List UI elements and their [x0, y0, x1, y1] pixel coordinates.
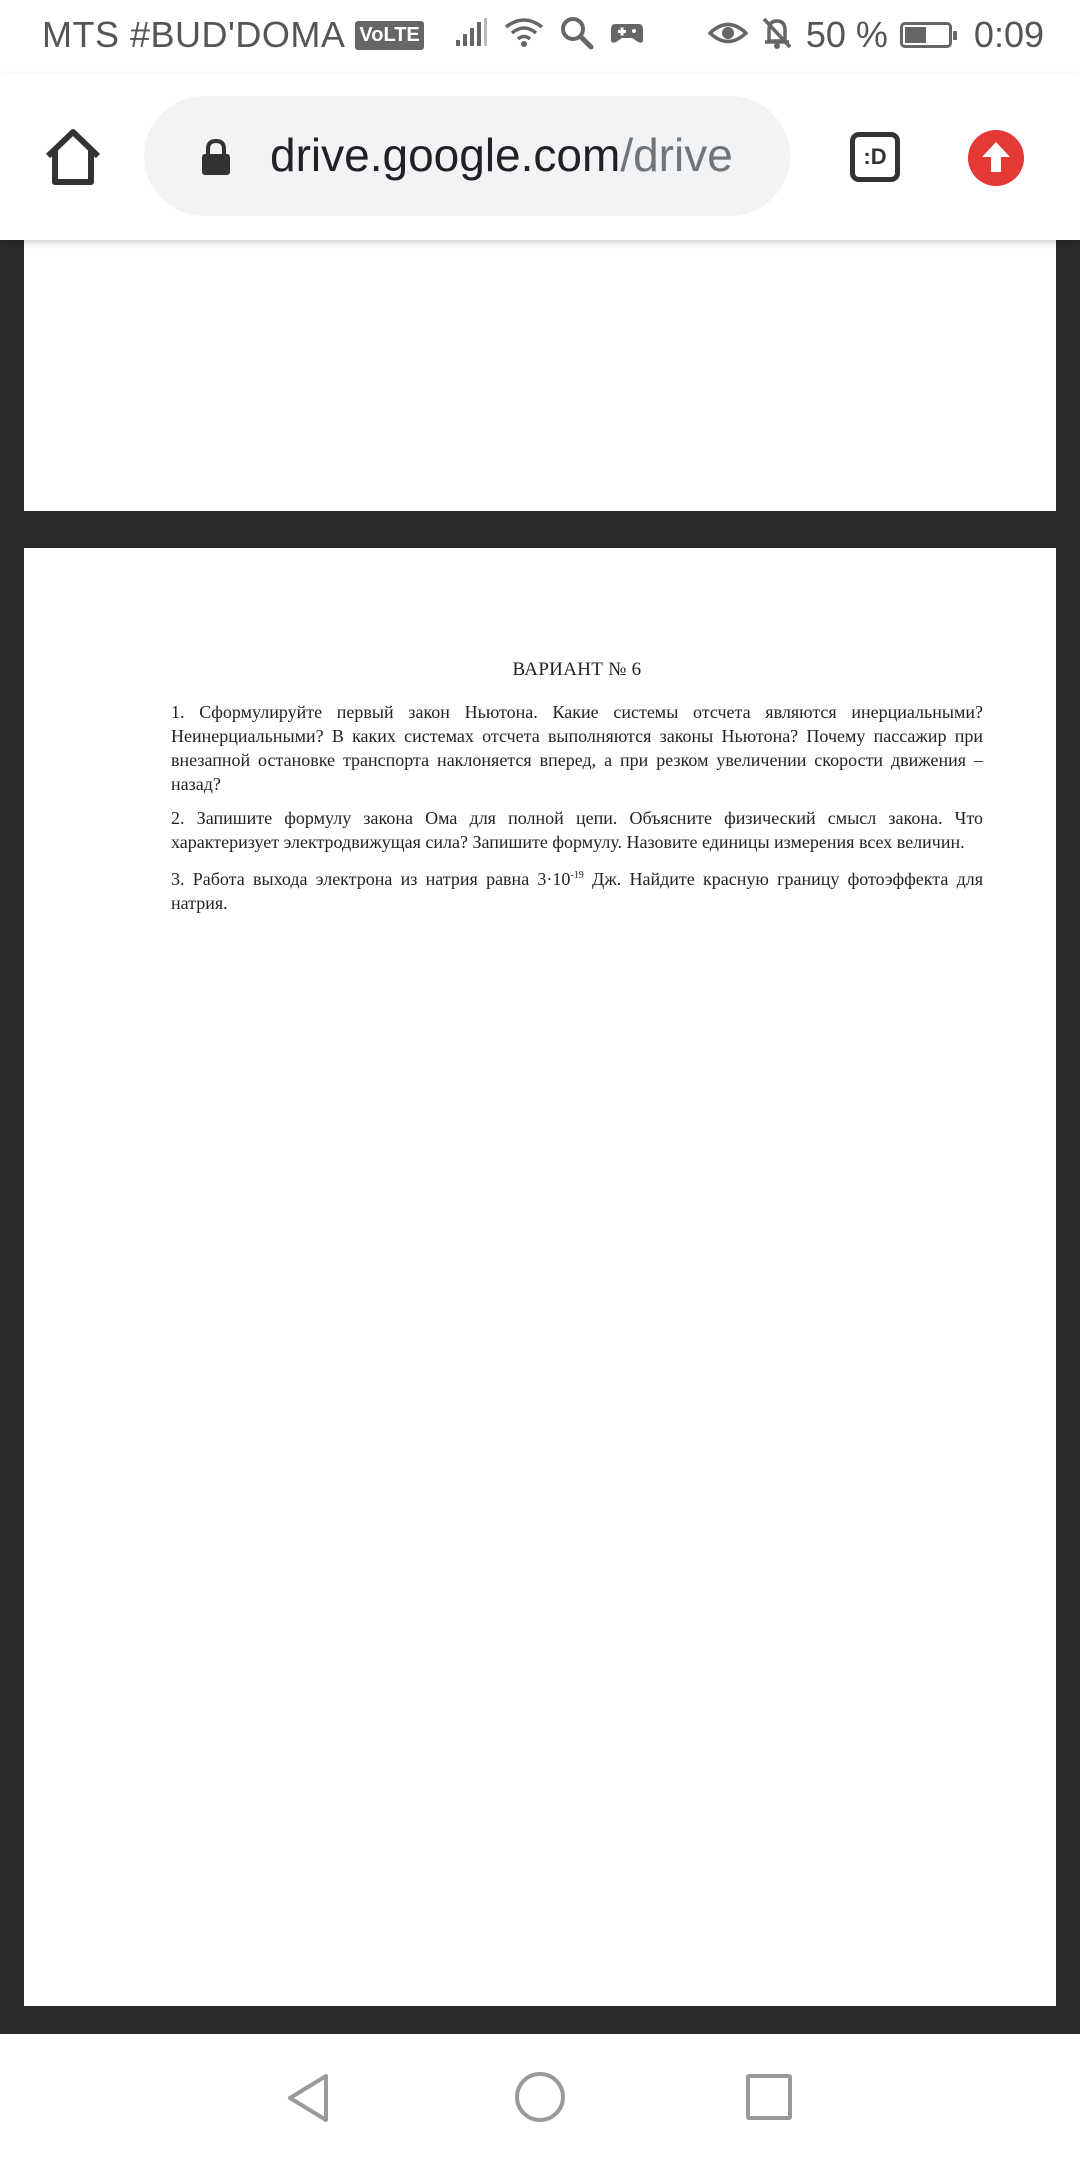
document-viewer[interactable]: [0, 240, 1080, 2034]
url-domain: drive.google.com: [270, 129, 621, 181]
update-button[interactable]: [968, 130, 1024, 186]
status-bar: [0, 0, 1080, 74]
previous-page: [24, 240, 1056, 511]
battery-fill: [905, 27, 926, 43]
tab-switcher-button[interactable]: :D: [850, 132, 900, 182]
bell-off-icon: [760, 15, 794, 56]
battery-percent: 50 %: [805, 14, 888, 55]
question-1: 1. Сформулируйте первый закон Ньютона. Какие системы отсчета являются инерциальными? Неинерциальными? В каких системах отсчета выполняются законы Ньютона? Почему пассажир при внезапной остановке транспорта наклоняется вперед, а при резком увеличении скорости движения – назад?: [171, 702, 983, 794]
recent-apps-icon[interactable]: [746, 2074, 792, 2120]
clock: 0:09: [973, 14, 1044, 55]
question-3-end: Дж. Найдите красную границу фотоэффекта для натрия.: [171, 869, 983, 913]
browser-toolbar: [0, 74, 1080, 240]
search-icon: [560, 16, 594, 55]
battery-icon: [900, 22, 952, 48]
address-bar[interactable]: [144, 96, 790, 216]
update-arrow-icon: [968, 130, 1024, 186]
navigation-bar: [0, 2034, 1080, 2160]
lock-icon[interactable]: [200, 138, 232, 176]
question-2: 2. Запишите формулу закона Ома для полной цепи. Объясните физический смысл закона. Что характеризует электродвижущая сила? Запишите формулу. Назовите единицы измерения всех величин.: [171, 808, 983, 852]
back-icon[interactable]: [284, 2072, 332, 2124]
url-text[interactable]: [270, 128, 780, 182]
home-icon[interactable]: [40, 124, 106, 190]
document-title: ВАРИАНТ № 6: [512, 659, 642, 680]
game-icon: [610, 18, 644, 53]
question-3-start: 3. Работа выхода электрона из натрия равна 3·10: [171, 869, 571, 889]
wifi-icon: [504, 17, 544, 54]
question-3-exponent: -19: [570, 870, 584, 881]
home-nav-icon[interactable]: [515, 2072, 565, 2122]
eye-icon: [708, 18, 748, 53]
url-path: /drive: [620, 129, 733, 181]
document-page: [24, 548, 1056, 2006]
signal-icon: [454, 18, 488, 53]
carrier-name: MTS #BUD'DOMA: [42, 14, 346, 55]
volte-badge: VoLTE: [355, 21, 423, 50]
document-content: [171, 658, 983, 925]
question-3: [171, 864, 983, 915]
